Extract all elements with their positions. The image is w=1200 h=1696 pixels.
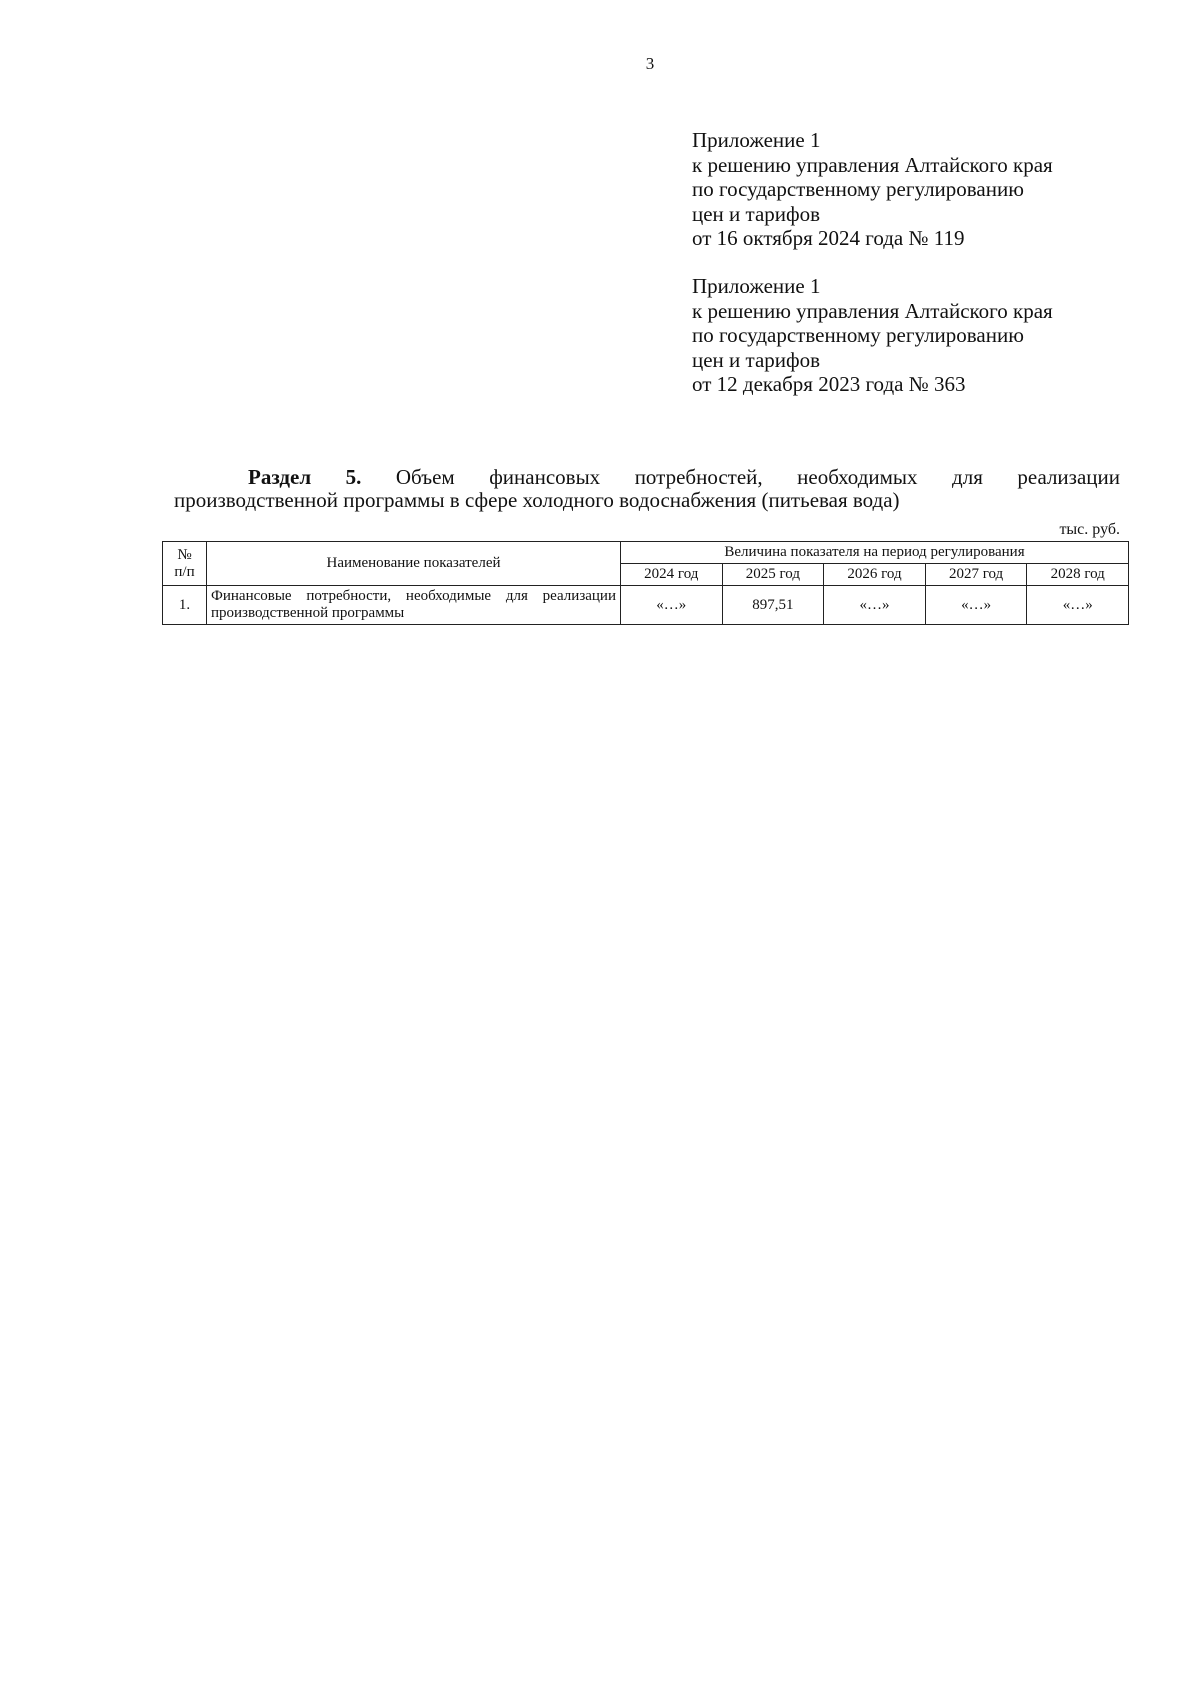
appendix-line: Приложение 1 [692, 128, 821, 152]
row-value-2027: «…» [925, 586, 1027, 625]
header-year-2027: 2027 год [925, 564, 1027, 586]
units-label: тыс. руб. [1059, 521, 1120, 538]
row-value-2026: «…» [824, 586, 926, 625]
header-indicator-name: Наименование показателей [207, 542, 621, 586]
header-number-line1: № [177, 546, 192, 563]
row-value-2024: «…» [621, 586, 723, 625]
appendix-line: Приложение 1 [692, 274, 821, 298]
appendix-block-current [692, 128, 1053, 251]
table-row [163, 586, 1129, 625]
section-heading-line1 [174, 466, 1120, 489]
appendix-line: к решению управления Алтайского края [692, 152, 1053, 177]
header-number-line2: п/п [174, 563, 195, 580]
header-year-2028: 2028 год [1027, 564, 1129, 586]
appendix-line: к решению управления Алтайского края [692, 298, 1053, 323]
section-heading-line2: производственной программы в сфере холодного водоснабжения (питьевая вода) [174, 488, 900, 512]
row-number: 1. [163, 586, 207, 625]
row-value-2028: «…» [1027, 586, 1129, 625]
header-year-2024: 2024 год [621, 564, 723, 586]
header-year-2025: 2025 год [722, 564, 824, 586]
appendix-line: от 16 октября 2024 года № 119 [692, 226, 965, 250]
appendix-line: по государственному регулированию [692, 177, 1024, 201]
section-title-part1: Объем финансовых потребностей, необходимых для реализации [395, 465, 1120, 489]
header-year-2026: 2026 год [824, 564, 926, 586]
row-indicator-name: Финансовые потребности, необходимые для реализации производственной программы [207, 586, 621, 625]
section-label: Раздел 5. [248, 465, 362, 489]
appendix-line: цен и тарифов [692, 347, 821, 372]
appendix-line: по государственному регулированию [692, 323, 1024, 347]
page-number: 3 [645, 54, 655, 73]
appendix-line: от 12 декабря 2023 года № 363 [692, 372, 966, 396]
financial-needs-table [162, 541, 1129, 625]
row-value-2025: 897,51 [722, 586, 824, 625]
header-number [163, 542, 207, 586]
section-heading [174, 466, 1120, 512]
appendix-line: цен и тарифов [692, 201, 821, 226]
header-period: Величина показателя на период регулирования [621, 542, 1129, 564]
appendix-block-previous [692, 274, 1053, 397]
table-header-row [163, 542, 1129, 564]
